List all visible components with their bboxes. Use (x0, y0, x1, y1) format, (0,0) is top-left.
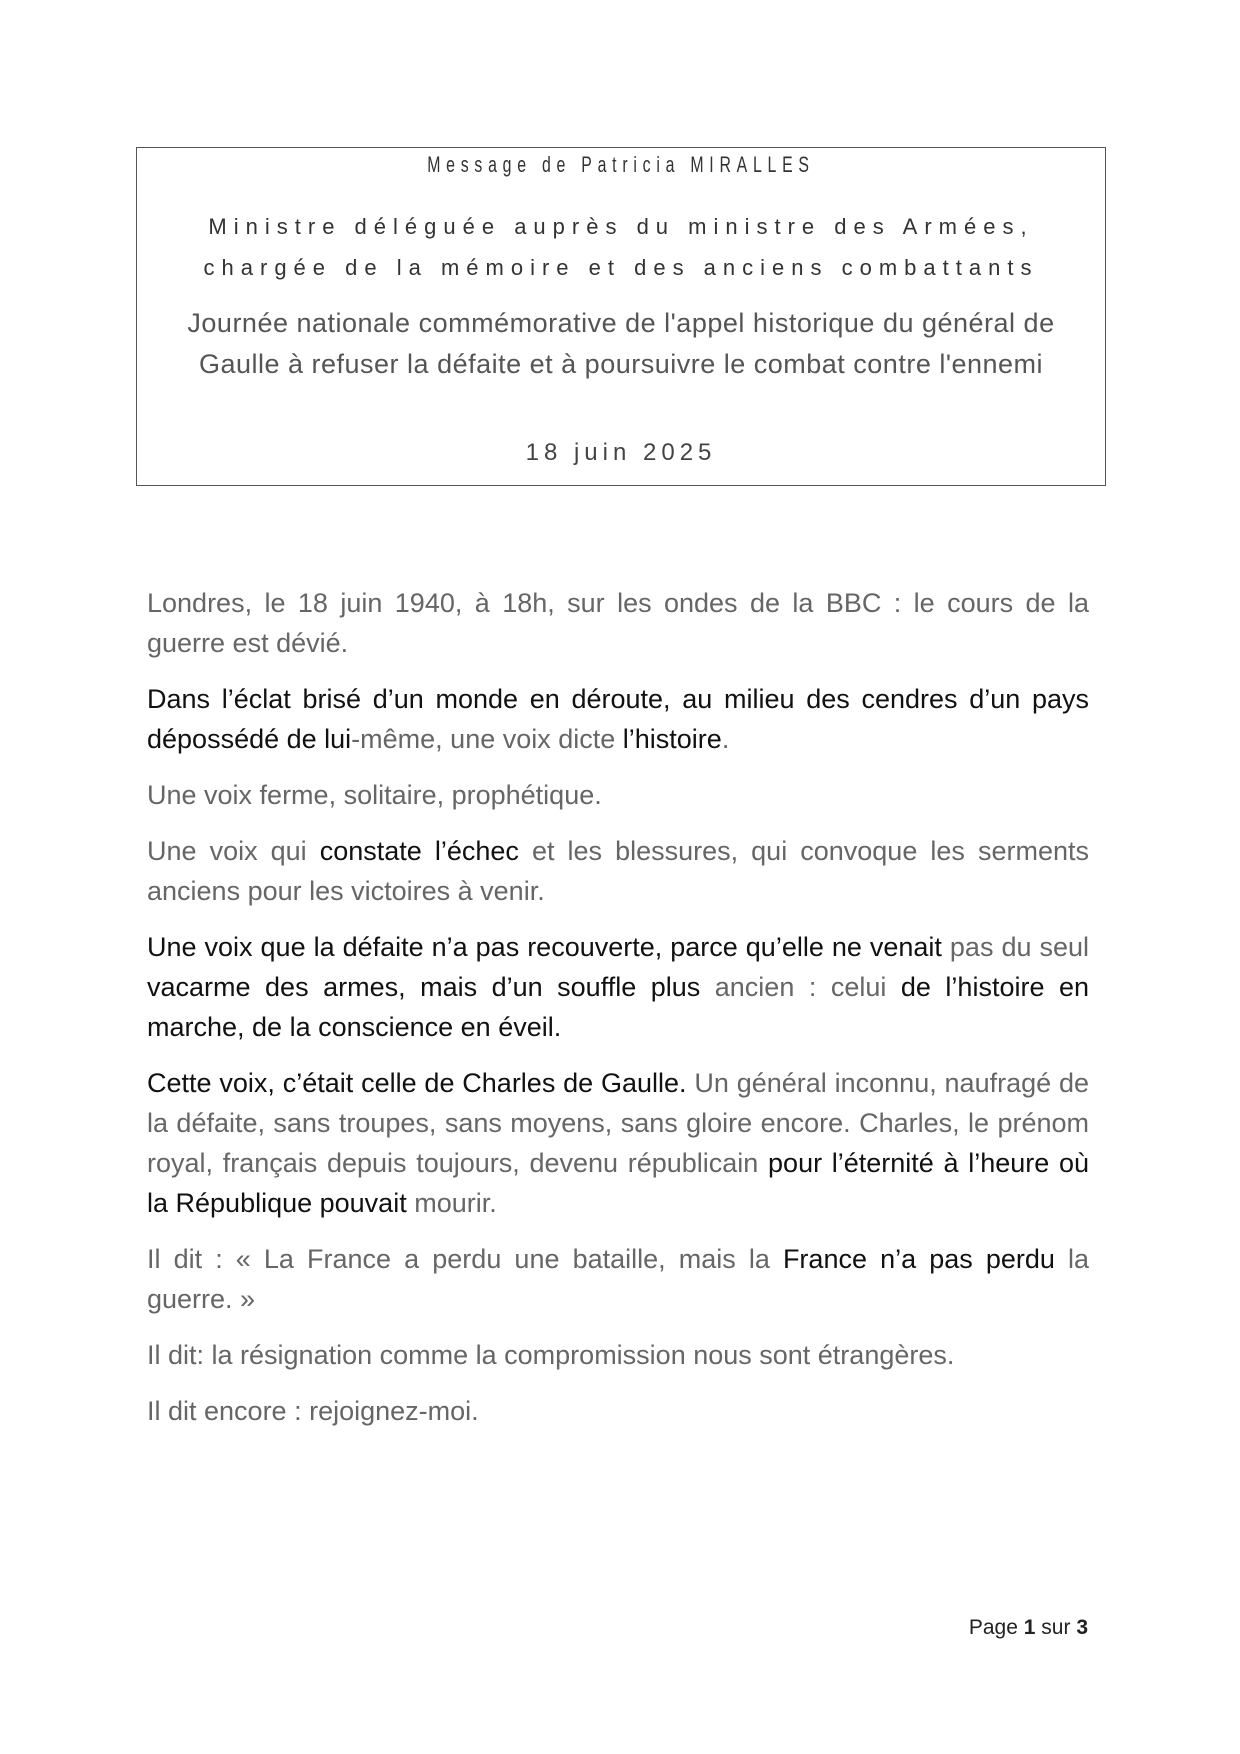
event-date: 18 juin 2025 (525, 439, 717, 466)
emphasized-text: vacarme des armes, mais d’un souffle plus (147, 972, 701, 1002)
speech-paragraph (147, 831, 1089, 911)
paragraph-text: -même, une voix dicte (351, 724, 623, 754)
of-label: sur (1041, 1616, 1071, 1639)
emphasized-text: Dans l’éclat brisé d’un monde en déroute, au milieu des cendres d’un pays dépossédé de lui (147, 684, 1089, 754)
speech-paragraph (147, 775, 1089, 815)
page-number: 1 (1023, 1616, 1036, 1639)
paragraph-text: mourir. (406, 1188, 497, 1218)
event-description: Journée nationale commémorative de l'appel historique du général de Gaulle à refuser la défaite et à poursuivre le combat contre l'ennemi (187, 308, 1055, 379)
paragraph-text: la guerre. » (147, 1244, 1089, 1314)
speech-paragraph (147, 583, 1089, 663)
emphasized-text: Cette voix, c’était celle de Charles de Gaulle. (147, 1068, 687, 1098)
minister-role: Ministre déléguée auprès du ministre des Armées, chargée de la mémoire et des anciens combattants (203, 214, 1039, 280)
emphasized-text: pour l’éternité à l’heure où la République pouvait (147, 1148, 1090, 1218)
page-total: 3 (1076, 1616, 1088, 1639)
speech-body (147, 583, 1089, 1447)
paragraph-text: Une voix qui (147, 836, 320, 866)
paragraph-text: . (721, 724, 730, 754)
speech-paragraph (147, 927, 1089, 1047)
message-title: Message de Patricia MIRALLES (427, 152, 815, 177)
paragraph-text: Une voix ferme, solitaire, prophétique. (147, 780, 602, 810)
emphasized-text: constate l’échec (319, 836, 519, 866)
page-label: Page (968, 1616, 1018, 1639)
speech-paragraph (147, 1063, 1089, 1223)
speech-paragraph (147, 1239, 1089, 1319)
header-box (136, 147, 1106, 486)
speech-paragraph (147, 1335, 1089, 1375)
paragraph-text: ancien : celui (700, 972, 901, 1002)
page-footer (969, 1616, 1088, 1640)
emphasized-text: Une voix que la défaite n’a pas recouverte, parce qu’elle ne venait (147, 932, 942, 962)
paragraph-text: Londres, le 18 juin 1940, à 18h, sur les ondes de la BBC : le cours de la guerre est dévié. (147, 588, 1089, 658)
emphasized-text: France n’a pas perdu (782, 1244, 1055, 1274)
paragraph-text: Il dit encore : rejoignez-moi. (147, 1396, 479, 1426)
paragraph-text: Un général inconnu, naufragé de la défaite, sans troupes, sans moyens, sans gloire encore. Charles, le prénom royal, français depuis toujours, devenu républicain (147, 1068, 1089, 1178)
paragraph-text: Il dit : « La France a perdu une bataille, mais la (147, 1244, 783, 1274)
emphasized-text: de l’histoire en marche, de la conscience en éveil. (147, 972, 1090, 1042)
paragraph-text: pas du seul (941, 932, 1089, 962)
paragraph-text: et les blessures, qui convoque les serments anciens pour les victoires à venir. (147, 836, 1089, 906)
speech-paragraph (147, 679, 1089, 759)
emphasized-text: l’histoire (622, 724, 722, 754)
paragraph-text: Il dit: la résignation comme la compromission nous sont étrangères. (147, 1340, 955, 1370)
speech-paragraph (147, 1391, 1089, 1431)
